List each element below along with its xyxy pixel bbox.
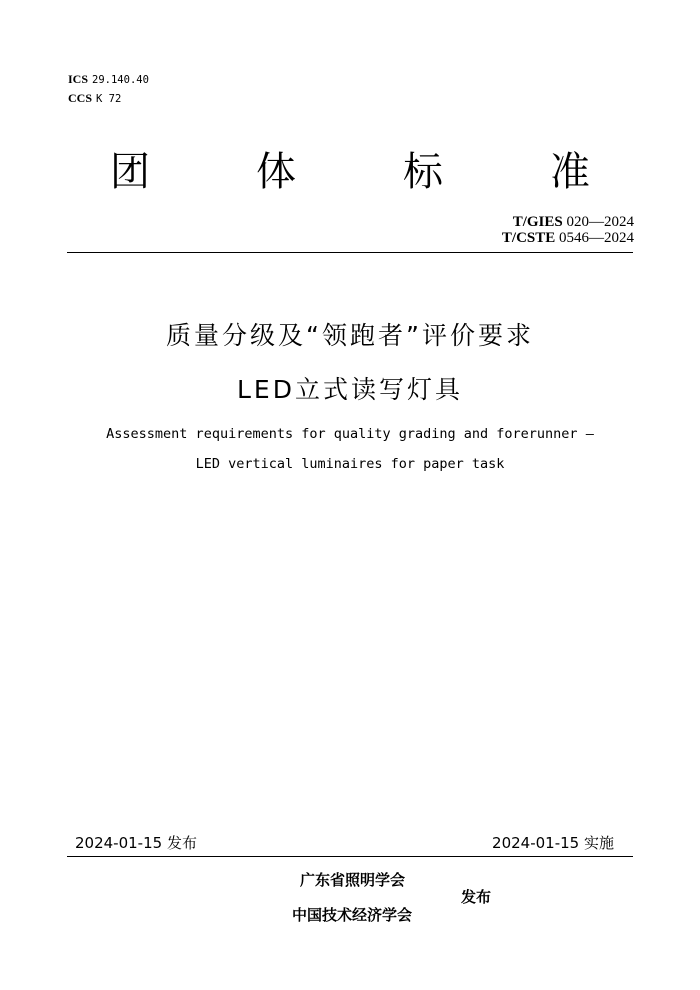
standard-number-gies: T/GIES 020—2024	[512, 214, 634, 230]
publisher-1: 广东省照明学会	[300, 871, 406, 889]
implementation-date: 2024-01-15 实施	[492, 834, 614, 852]
title-en-line2: LED vertical luminaires for paper task	[195, 456, 505, 472]
document-type-heading	[0, 140, 700, 200]
heading-char-4: 准	[550, 149, 590, 195]
ccs-value: K 72	[96, 93, 122, 105]
standard-number-cste: T/CSTE 0546—2024	[501, 230, 634, 246]
title-zh-line2: LED立式读写灯具	[237, 375, 463, 404]
classification-codes	[68, 70, 149, 108]
ics-value: 29.140.40	[92, 74, 149, 86]
bottom-divider	[67, 856, 633, 857]
publisher-2: 中国技术经济学会	[292, 906, 413, 924]
heading-char-3: 标	[403, 149, 443, 195]
top-divider	[67, 252, 633, 253]
ccs-code	[68, 89, 149, 108]
ics-code	[68, 70, 149, 89]
ics-label: ICS	[68, 72, 89, 86]
publish-label: 发布	[461, 888, 492, 906]
title-en-line1: Assessment requirements for quality grading and forerunner —	[106, 426, 594, 442]
ccs-label: CCS	[68, 91, 93, 105]
standard-numbers	[502, 214, 634, 246]
heading-char-2: 体	[256, 149, 296, 195]
heading-char-1: 团	[110, 149, 150, 195]
title-zh-line1: 质量分级及“领跑者”评价要求	[166, 321, 534, 350]
issue-date: 2024-01-15 发布	[75, 834, 197, 852]
